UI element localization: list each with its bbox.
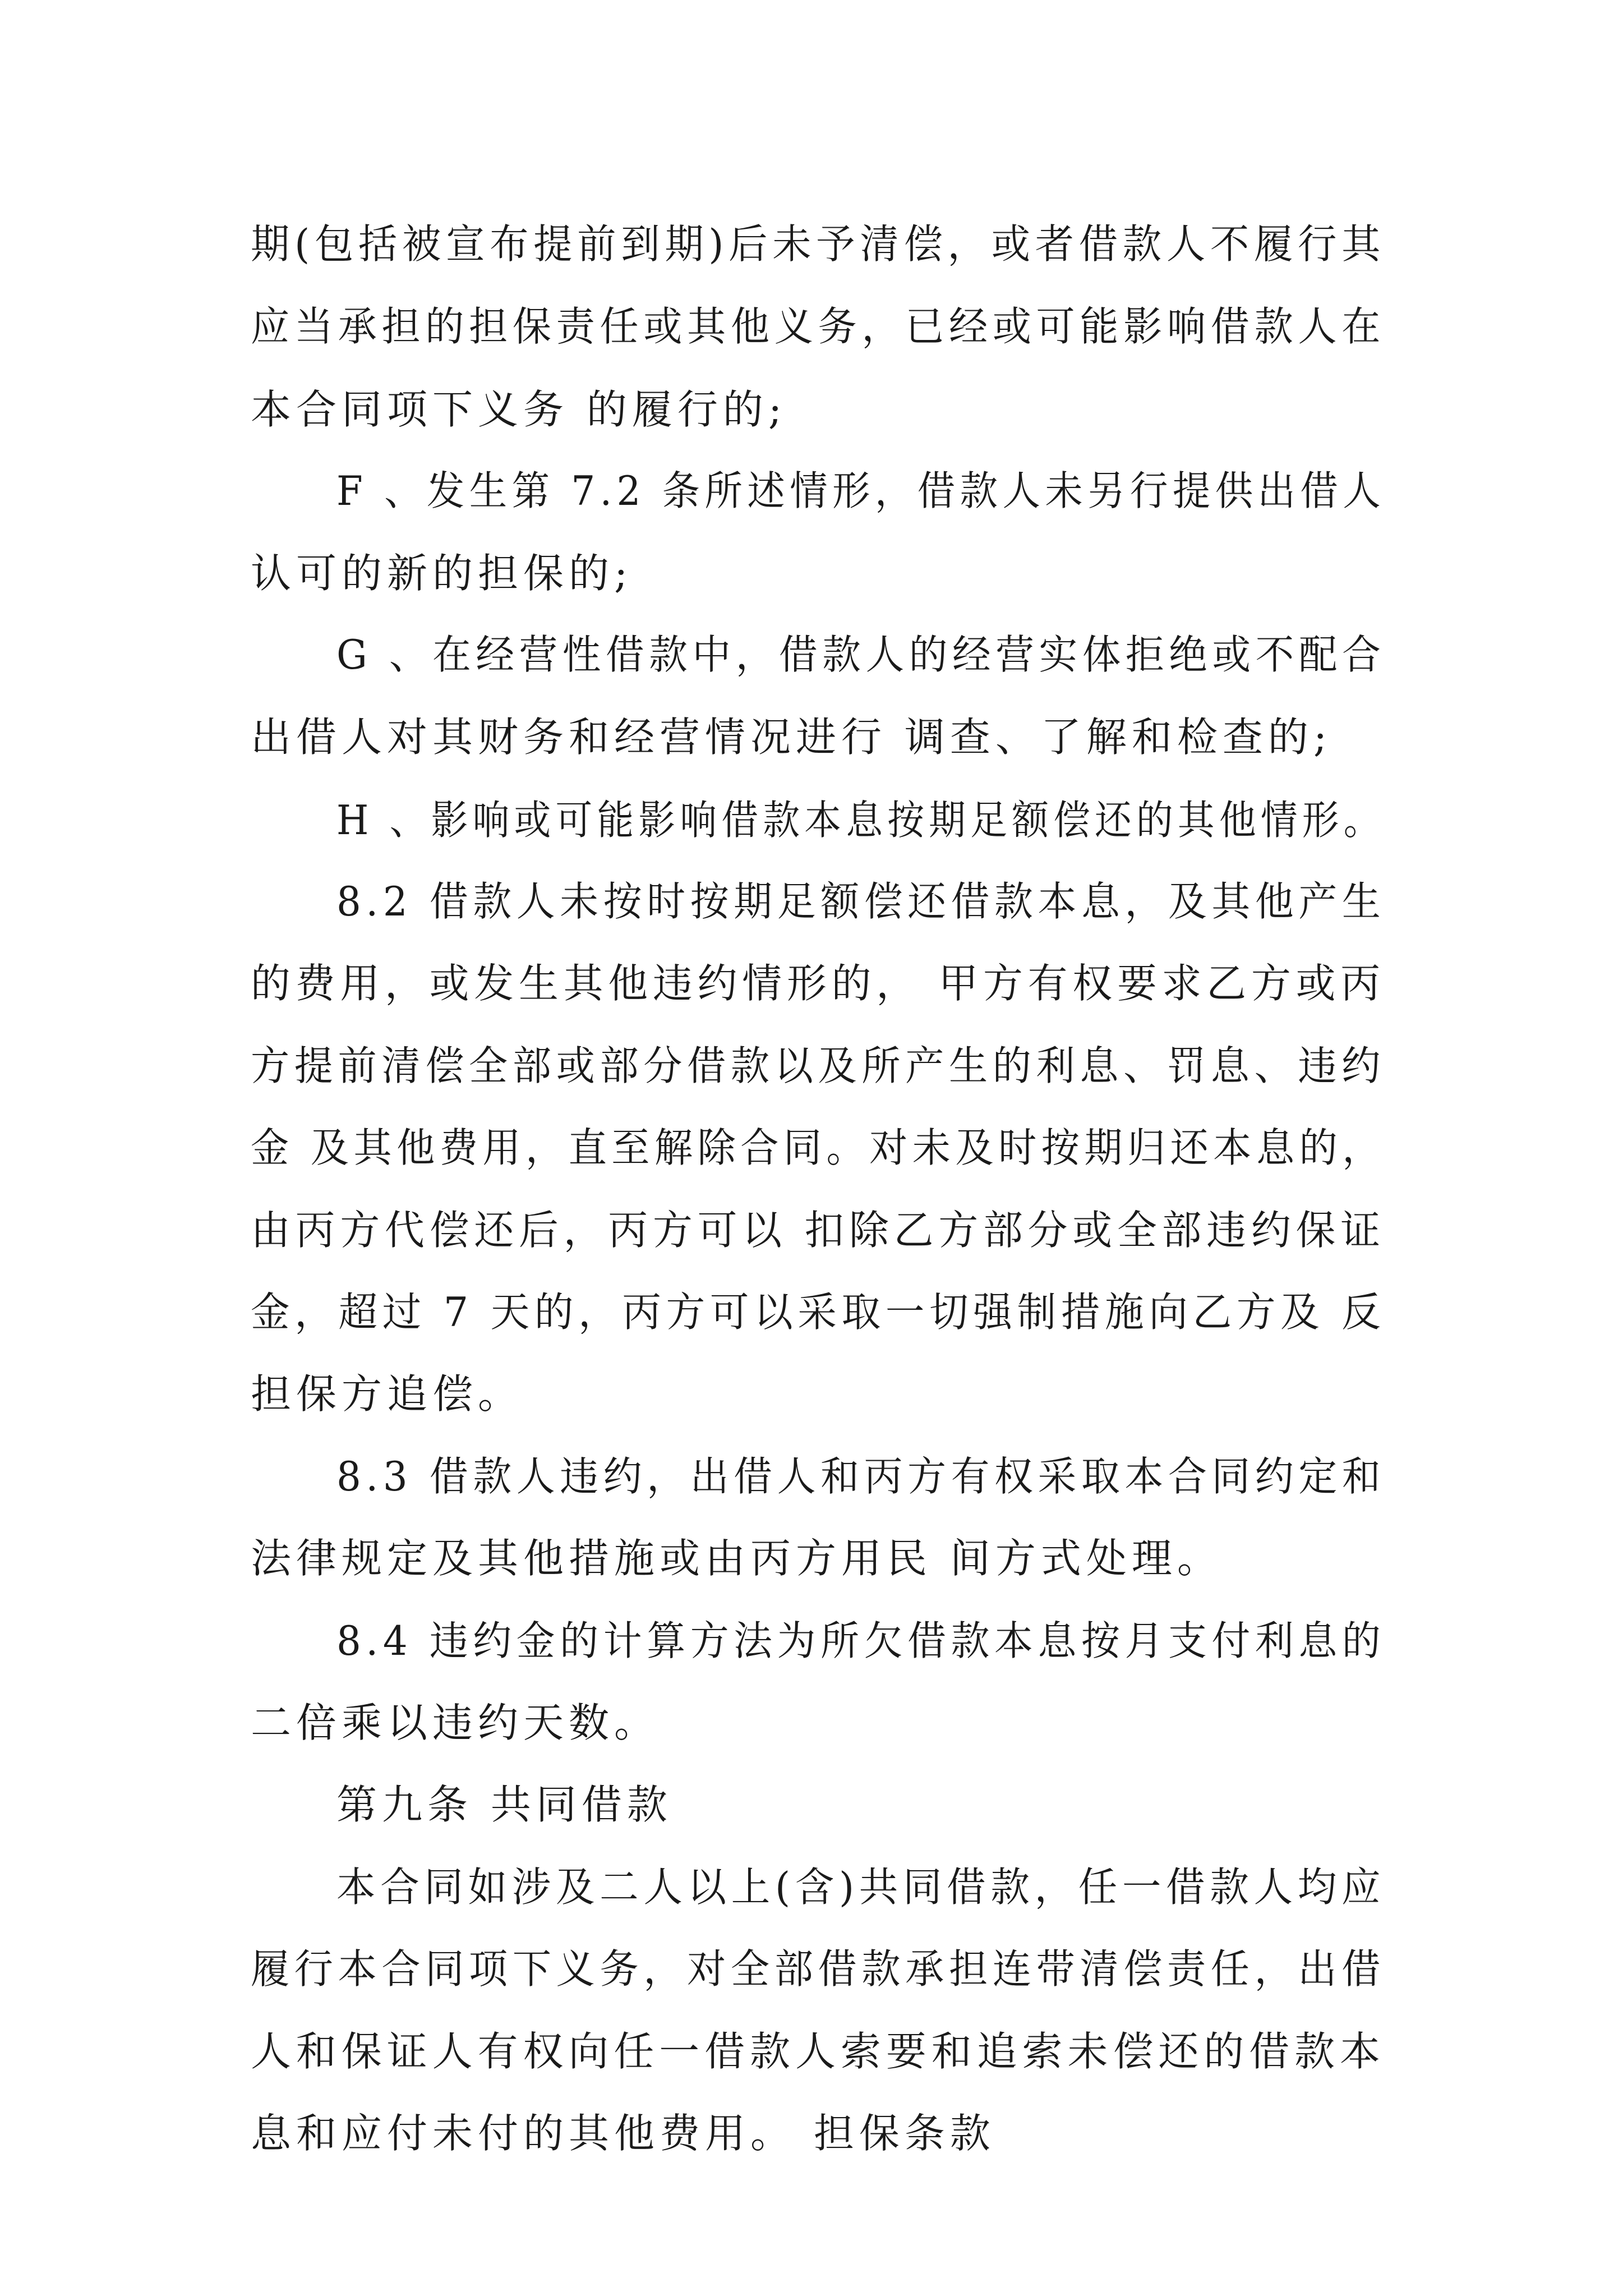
text-line: 期(包括被宣布提前到期)后未予清偿，或者借款人不履行其 (251, 220, 1386, 268)
text-line: 8.4 违约金的计算方法为所欠借款本息按月支付利息的 (336, 1617, 1386, 1664)
section-heading: 第九条 共同借款 (336, 1781, 672, 1828)
text-line: 8.2 借款人未按时按期足额偿还借款本息，及其他产生 (336, 878, 1386, 925)
text-line: 方提前清偿全部或部分借款以及所产生的利息、罚息、违约 (251, 1042, 1386, 1089)
text-line: 金，超过 7 天的，丙方可以采取一切强制措施向乙方及 反 (251, 1289, 1386, 1336)
text-line: 本合同项下义务 的履行的; (251, 386, 787, 433)
text-line: 人和保证人有权向任一借款人索要和追索未偿还的借款本 (251, 2028, 1385, 2075)
text-line: 担保方追偿。 (251, 1370, 524, 1418)
text-line: 息和应付未付的其他费用。 担保条款 (251, 2110, 995, 2157)
text-line: 出借人对其财务和经营情况进行 调查、了解和检查的; (251, 714, 1332, 761)
text-line: 认可的新的担保的; (251, 550, 633, 597)
text-line: 本合同如涉及二人以上(含)共同借款，任一借款人均应 (336, 1864, 1386, 1911)
text-line: 履行本合同项下义务，对全部借款承担连带清偿责任，出借 (251, 1945, 1386, 1993)
text-line: H 、影响或可能影响借款本息按期足额偿还的其他情形。 (336, 797, 1385, 844)
text-line: 金 及其他费用，直至解除合同。对未及时按期归还本息的， (251, 1124, 1385, 1171)
text-line: 二倍乘以违约天数。 (251, 1699, 660, 1746)
text-line: F 、发生第 7.2 条所述情形，借款人未另行提供出借人 (336, 467, 1386, 514)
text-line: 的费用，或发生其他违约情形的， 甲方有权要求乙方或丙 (251, 960, 1385, 1007)
text-line: 法律规定及其他措施或由丙方用民 间方式处理。 (251, 1535, 1223, 1582)
text-line: G 、在经营性借款中，借款人的经营实体拒绝或不配合 (336, 631, 1386, 678)
text-line: 由丙方代偿还后，丙方可以 扣除乙方部分或全部违约保证 (251, 1207, 1385, 1254)
text-line: 8.3 借款人违约，出借人和丙方有权采取本合同约定和 (336, 1453, 1386, 1500)
text-line: 应当承担的担保责任或其他义务，已经或可能影响借款人在 (251, 303, 1386, 350)
